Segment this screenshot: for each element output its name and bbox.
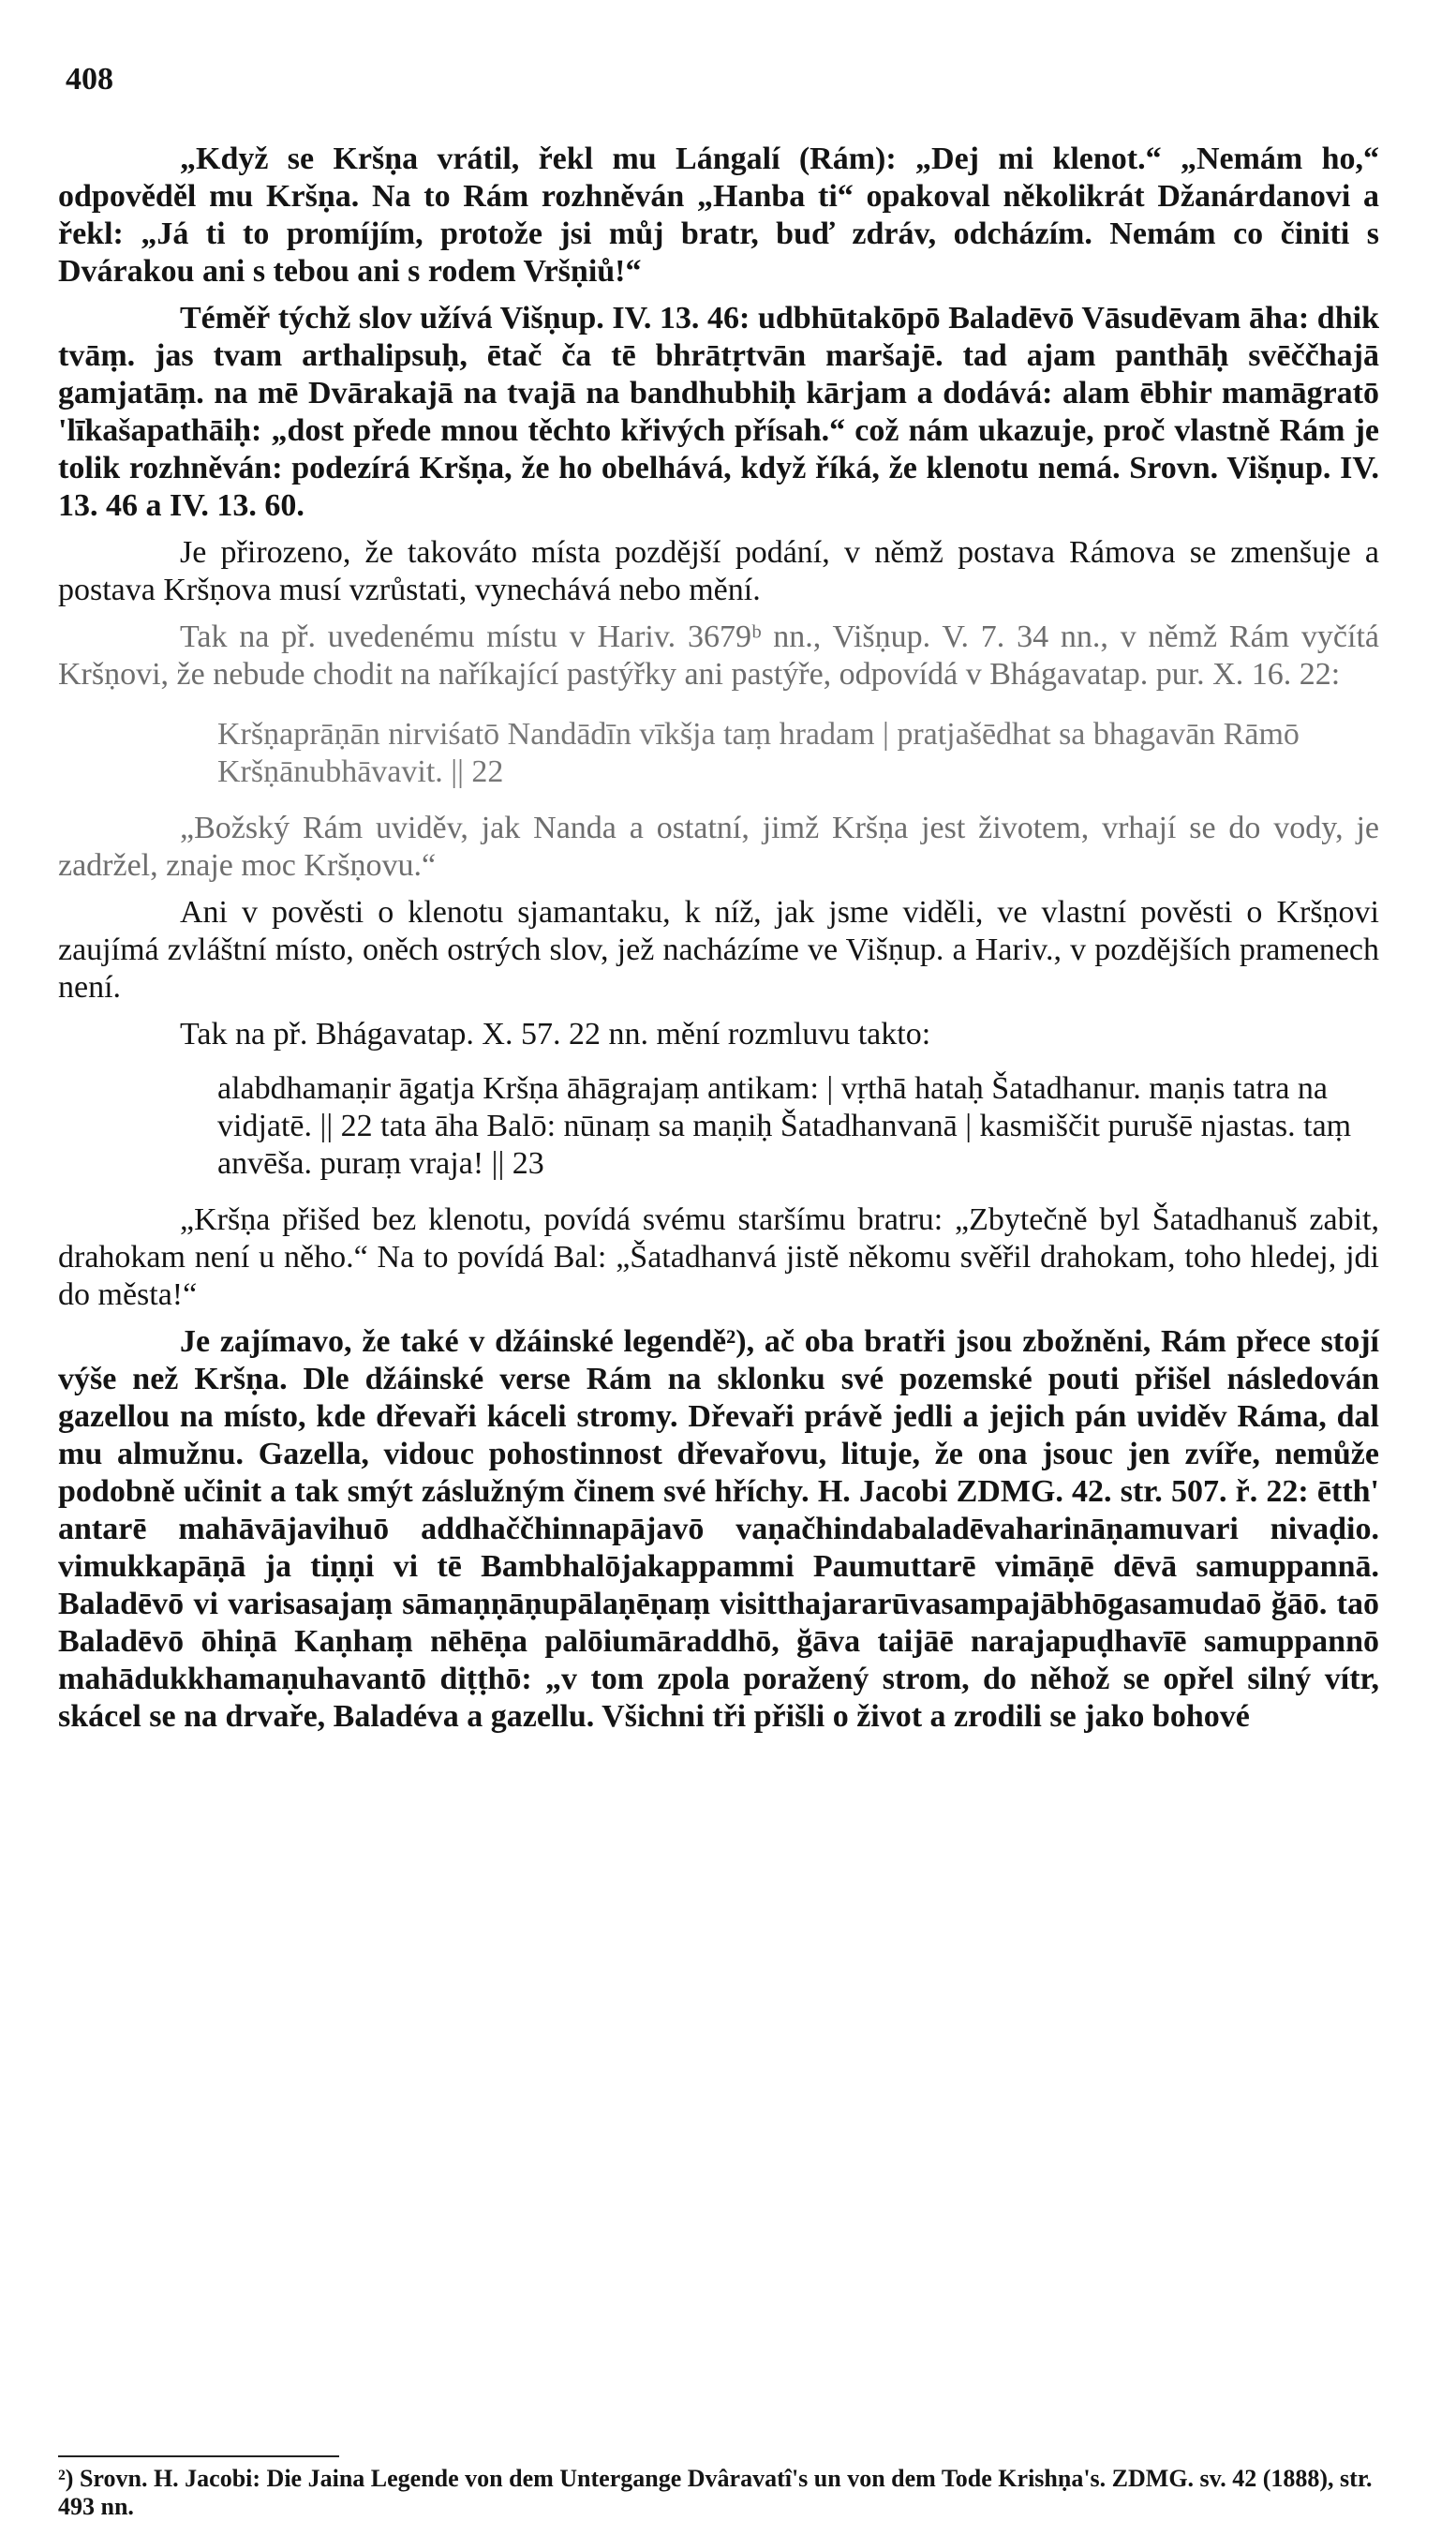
paragraph: Téměř týchž slov užívá Višṇup. IV. 13. 46: udbhūtakōpō Baladēvō Vāsudēvam āha: dhik tvāṃ. jas tvam arthalipsuḥ, ētač ča tē bhrātṛtvān maršajē. tad ajam panthāḥ svēččhajā gamjatāṃ. na mē Dvārakajā na tvajā na bandhubhiḥ kārjam a dodává: alam ēbhir mamāgratō 'līkašapathāiḥ: „dost přede mnou těchto křivých přísah.“ což nám ukazuje, proč vlastně Rám je tolik rozhněván: podezírá Kršṇa, že ho obelhává, když říká, že klenotu nemá. Srovn. Višṇup. IV. 13. 46 a IV. 13. 60. [58, 301, 1379, 523]
paragraph: Tak na př. uvedenému místu v Hariv. 3679ᵇ nn., Višṇup. V. 7. 34 nn., v němž Rám vyčítá Kršṇovi, že nebude chodit na naříkající pastýřky ani pastýře, odpovídá v Bhágavatap. pur. X. 16. 22: [58, 619, 1379, 692]
page-number: 408 [66, 62, 113, 97]
paragraph: Tak na př. Bhágavatap. X. 57. 22 nn. mění rozmluvu takto: [180, 1017, 931, 1052]
paragraph: „Kršṇa přišed bez klenotu, povídá svému staršímu bratru: „Zbytečně byl Šatadhanuš zabit, drahokam není u něho.“ Na to povídá Bal: „Šatadhanvá jistě někomu svěřil drahokam, toho hledej, jdi do města!“ [58, 1202, 1379, 1312]
footnote-divider [58, 2455, 339, 2457]
verse-block: Kršṇaprāṇān nirviśatō Nandādīn vīkšja taṃ hradam | pratjašēdhat sa bhagavān Rāmō Kršṇānubhāvavit. || 22 [217, 717, 1300, 789]
paragraph: Je zajímavo, že také v džáinské legendě²), ač oba bratři jsou zbožněni, Rám přece stojí výše než Kršṇa. Dle džáinské verse Rám na sklonku své pozemské pouti přišel následován gazellou na místo, kde dřevaři káceli stromy. Dřevaři právě jedli a jejich pán uviděv Ráma, dal mu almužnu. Gazella, vidouc pohostinnost dřevařovu, lituje, že ona jsouc jen zvíře, nemůže podobně učinit a tak smýt záslužným činem své hříchy. H. Jacobi ZDMG. 42. str. 507. ř. 22: ētth' antarē mahāvājavihuō addhaččhinnapājavō vaṇačhindabaladēvaharināṇamuvari nivaḍio. vimukkapāṇā ja tiṇṇi vi tē Bambhalōjakappammi Paumuttarē vimāṇē dēvā samuppannā. Baladēvō vi varisasajaṃ sāmaṇṇāṇupālaṇēṇaṃ visitthajararūvasampajābhōgasamudaō ğāō. taō Baladēvō ōhiṇā Kaṇhaṃ nēhēṇa palōiumāraddhō, ğāva taijāē narajapuḍhavīē samuppannō mahādukkhamaṇuhavantō diṭṭhō: „v tom zpola poražený strom, do něhož se opřel silný vítr, skácel se na drvaře, Baladéva a gazellu. Všichni tři přišli o život a zrodili se jako bohové [58, 1324, 1379, 1734]
footnote: ²) Srovn. H. Jacobi: Die Jaina Legende von dem Untergange Dvâravatî's un von dem Tode Krishṇa's. ZDMG. sv. 42 (1888), str. 493 nn. [58, 2465, 1373, 2520]
paragraph: Je přirozeno, že takováto místa pozdější podání, v němž postava Rámova se zmenšuje a postava Kršṇova musí vzrůstati, vynechává nebo mění. [58, 535, 1379, 607]
paragraph: „Božský Rám uviděv, jak Nanda a ostatní, jimž Kršṇa jest životem, vrhají se do vody, je zadržel, znaje moc Kršṇovu.“ [58, 811, 1379, 883]
paragraph: Ani v pověsti o klenotu sjamantaku, k níž, jak jsme viděli, ve vlastní pověsti o Kršṇovi zaujímá zvláštní místo, oněch ostrých slov, jež nacházíme ve Višṇup. a Hariv., v pozdějších pramenech není. [58, 895, 1379, 1005]
verse-block: alabdhamaṇir āgatja Kršṇa āhāgrajaṃ antikam: | vṛthā hataḥ Šatadhanur. maṇis tatra na vidjatē. || 22 tata āha Balō: nūnaṃ sa maṇiḥ Šatadhanvanā | kasmiščit purušē njastas. taṃ anvēša. puraṃ vraja! || 23 [217, 1071, 1352, 1181]
paragraph: „Když se Kršṇa vrátil, řekl mu Lángalí (Rám): „Dej mi klenot.“ „Nemám ho,“ odpověděl mu Kršṇa. Na to Rám rozhněván „Hanba ti“ opakoval několikrát Džanárdanovi a řekl: „Já ti to promíjím, protože jsi můj bratr, buď zdráv, odcházím. Nemám co činiti s Dvárakou ani s tebou ani s rodem Vršṇiů!“ [58, 142, 1379, 289]
body-text [58, 141, 1379, 1745]
